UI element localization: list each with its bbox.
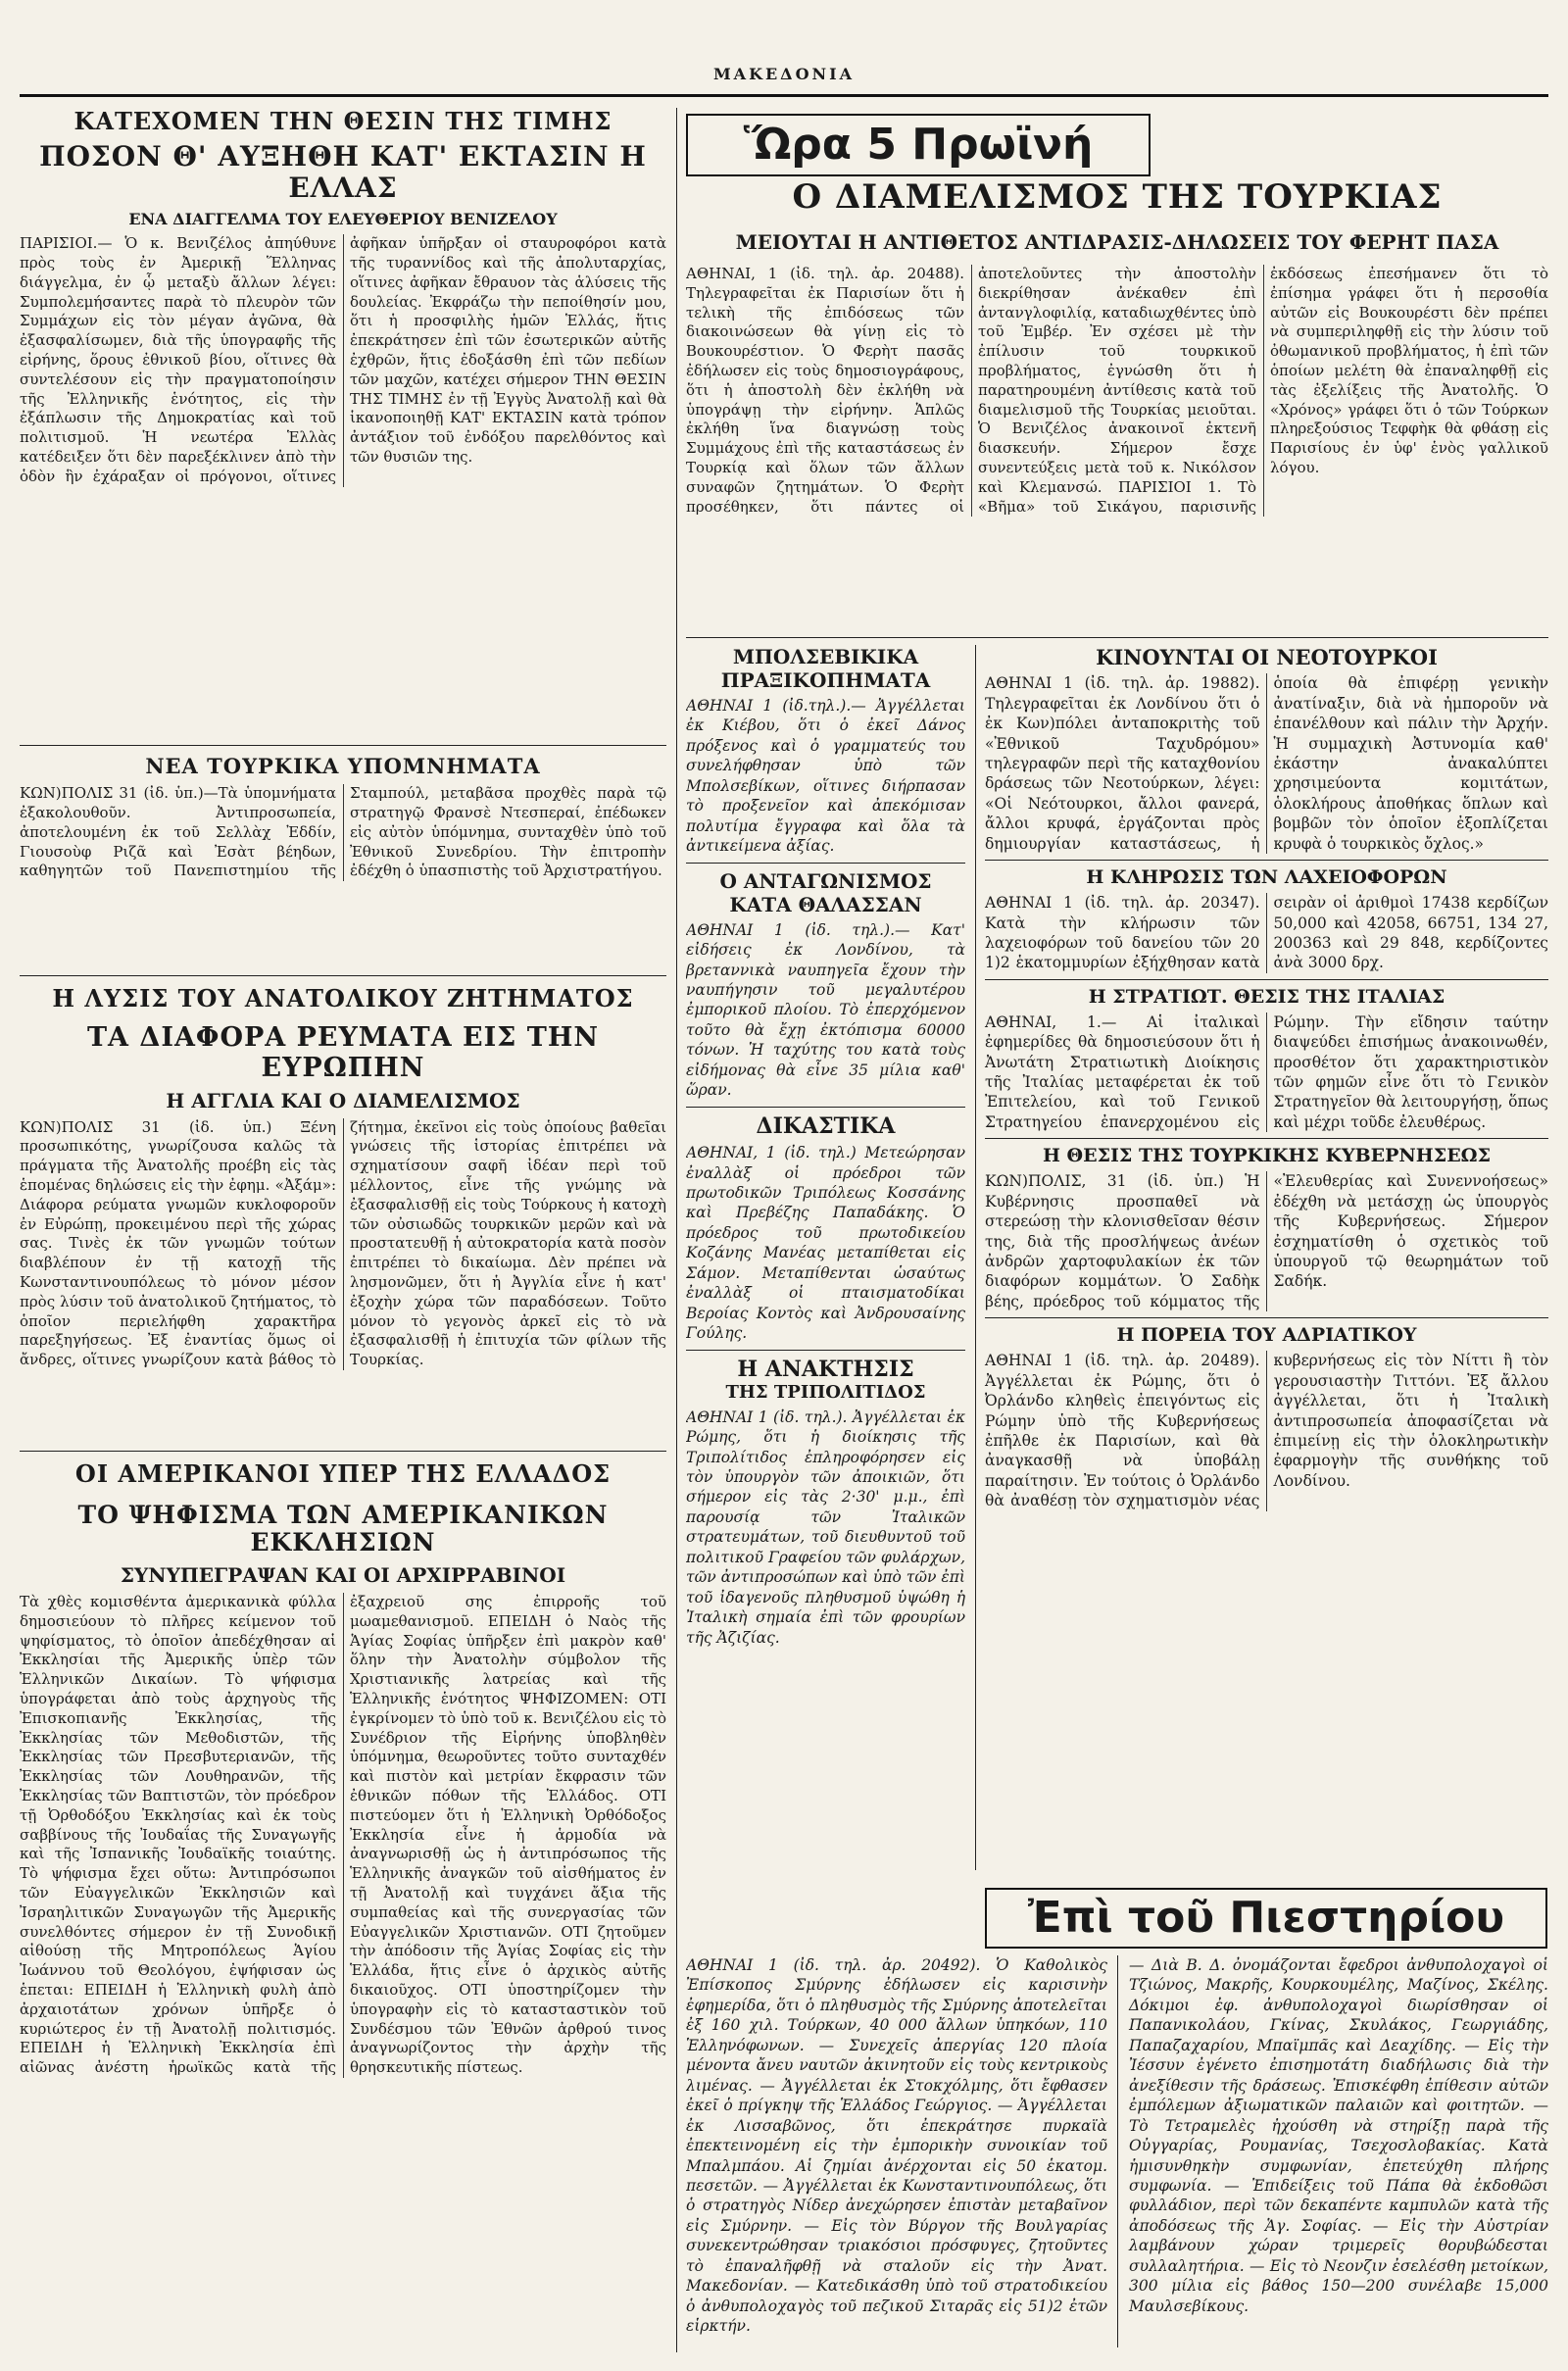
left-column <box>20 108 666 2352</box>
lottery-headline: Η ΚΛΗΡΩΣΙΣ ΤΩΝ ΛΑΧΕΙΟΦΟΡΩΝ <box>1086 866 1447 889</box>
resolution-headline: ΤΟ ΨΗΦΙΣΜΑ ΤΩΝ ΑΜΕΡΙΚΑΝΙΚΩΝ ΕΚΚΛΗΣΙΩΝ <box>77 1500 609 1557</box>
rivalry-text: ΑΘΗΝΑΙ 1 (ἰδ. τηλ.).— Κατ' εἰδήσεις ἐκ Λονδίνου, τὰ βρεταννικὰ ναυπηγεῖα ἔχουν τὴν ναυπήγησιν τοῦ μεγαλυτέρου ἐμπορικοῦ πλοίου. Τὸ ἐπερχόμενον τοῦτο θὰ ἔχῃ ἐκτόπισμα 60000 τόνων. Ἡ ταχύτης του κατὰ τοὺς εἰδήμονας θὰ εἶνε 35 μίλια καθ' ὥραν. <box>686 920 965 1100</box>
masthead <box>0 0 1568 108</box>
judicial-headline: ΔΙΚΑΣΤΙΚΑ <box>756 1112 896 1139</box>
press-text-left: ΑΘΗΝΑΙ 1 (ἰδ. τηλ. ἀρ. 20492). Ὁ Καθολικὸς Ἐπίσκοπος Σμύρνης ἐδήλωσεν εἰς καρισινὴν ἐφημερίδα, ὅτι ὁ πληθυσμὸς τῆς Σμύρνης ἀποτελεῖται ἐξ 160 χιλ. Τούρκων, 40 000 ἄλλων ὑπηκόων, 110 Ἑλληνόφωνων. — Συνεχεῖς ἀπεργίας 120 πλοία μένοντα ἄνευ ναυτῶν ἀκινητοῦν εἰς τοὺς κεντρικοὺς λιμένας. — Ἀγγέλλεται ἐκ Στοκχόλμης, ὅτι ἔφθασεν ἐκεῖ ὁ πρίγκηψ τῆς Ἑλλάδος Γεώργιος. — Ἀγγέλλεται ἐκ Λισσαβῶνος, ὅτι ἐπεκράτησε πυρκαϊὰ ἐπεκτεινομένη εἰς τὴν ἐμπορικὴν συνοικίαν τοῦ Μπαλμπάου. Αἱ ζημίαι ἀνέρχονται εἰς 50 ἑκατομ. πεσετῶν. — Ἀγγέλλεται ἐκ Κωνσταντινουπόλεως, ὅτι ὁ στρατηγὸς Νίδερ ἀνεχώρησεν ἐπιστὰν μεταβαῖνον εἰς Σμύρνην. — Εἰς τὸν Βύργον τῆς Βουλγαρίας συνεκεντρώθησαν τριακόσιοι πρόσφυγες, ζητοῦντες τὸ ἐπαναλῆφθῇ νὰ σταλοῦν εἰς τὴν Ἀνατ. Μακεδονίαν. — Κατεδικάσθη ὑπὸ τοῦ στρατοδικείου ὁ ἀνθυπολοχαγὸς τοῦ πεζικοῦ Σιταρᾶς εἰς 51)2 ἐτῶν εἱρκτήν. <box>686 1956 1107 2336</box>
sub-column-b <box>985 645 1548 1515</box>
americans-text: Τὰ χθὲς κομισθέντα ἀμερικανικὰ φύλλα δημοσιεύουν τὸ πλῆρες κείμενον τοῦ ψηφίσματος, τὸ ὁποῖον ἀπεδέχθησαν αἱ Ἐκκλησίαι τῆς Ἀμερικῆς ὑπὲρ τῶν Ἑλληνικῶν Δικαίων. Τὸ ψήφισμα ὑπογράφεται ἀπὸ τοὺς ἀρχηγοὺς τῆς Ἐπισκοπιανῆς Ἐκκλησίας, τῆς Ἐκκλησίας τῶν Μεθοδιστῶν, τῆς Ἐκκλησίας τῶν Πρεσβυτεριανῶν, τῆς Ἐκκλησίας τῶν Λουθηρανῶν, τῆς Ἐκκλησίας τῶν Βαπτιστῶν, τὸν πρόεδρον τῇ Ὀρθοδόξου Ἐκκλησίας καὶ ἐκ τοὺς σαββίνους τῆς Ἰουδαΐας τῆς Συναγωγῆς καὶ τῆς Ἰσπανικῆς Ἰουδαϊκῆς τοιαύτης. Τὸ ψήφισμα ἔχει οὕτω: Ἀντιπρόσωποι τῶν Εὐαγγελικῶν Ἐκκλησιῶν καὶ Ἰσραηλιτικῶν Συναγωγῶν τῆς Ἀμερικῆς συνελθόντες σήμερον ἐν τῇ Συνοδικῇ αἰθούσῃ τῆς Μητροπόλεως Ἁγίου Ἰωάννου τοῦ Θεολόγου, ἐψήφισαν ὡς ἑπεται: ΕΠΕΙΔΗ ἡ Ἑλληνικὴ φυλὴ ἀπὸ ἀρχαιοτάτων χρόνων ὑπῆρξε ὁ κυριώτερος ἐν τῇ Ἀνατολῇ πολιτισμός. ΕΠΕΙΔΗ ἡ Ἑλληνικὴ Ἐκκλησία ἐπὶ αἰῶνας ἀνέστη ἡρωϊκῶς κατὰ τῆς ἐξαχρειοῦ σης ἐπιρροῆς τοῦ μωαμεθανισμοῦ. ΕΠΕΙΔΗ ὁ Ναὸς τῆς Ἁγίας Σοφίας ὑπῆρξεν ἐπὶ μακρὸν καθ' ὅλην τὴν Ἀνατολὴν σύμβολον τῆς Χριστιανικῆς λατρείας καὶ τῆς Ἑλληνικῆς ἑνότητος ΨΗΦΙΖΟΜΕΝ: ΟΤΙ ἐγκρίνομεν τὸ ὑπὸ τοῦ κ. Βενιζέλου εἰς τὸ Συνέδριον τῆς Εἰρήνης ὑποβληθὲν ὑπόμνημα, θεωροῦντες τοῦτο συνταχθέν καὶ πιστὸν καὶ μετρίαν ἔκφρασιν τῶν ἐθνικῶν πόθων τῆς Ἑλλάδος. ΟΤΙ πιστεύομεν ὅτι ἡ Ἑλληνικὴ Ὀρθόδοξος Ἐκκλησία εἶνε ἡ ἁρμοδία νὰ ἀναγνωρισθῇ ὡς ἡ ἀντιπρόσωπος τῆς Ἑλληνικῆς ἀναγκῶν τοῦ αἰσθήματος ἐν τῇ Ἀνατολῇ καὶ τυγχάνει ἄξια τῆς συμπαθείας καὶ τῆς συνεργασίας τῶν Εὐαγγελικῶν Χριστιανῶν. ΟΤΙ ζητοῦμεν τὴν ἀπόδοσιν τῆς Ἁγίας Σοφίας εἰς τὴν Ἑλλάδα, ἥτις εἶνε ὁ ἀρχικὸς αὐτῆς δικαιοῦχος. ΟΤΙ ὑποστηρίζομεν τὴν ὑπογραφὴν εἰς τὸ κατασταστικὸν τοῦ Συνδέσμου τῶν Ἐθνῶν ἀρθρού τινος ἀναγνωρίζοντος τὴν ἀρχὴν τῆς θρησκευτικῆς πίστεως. <box>20 1593 666 2077</box>
americans-headline: ΟΙ ΑΜΕΡΙΚΑΝΟΙ ΥΠΕΡ ΤΗΣ ΕΛΛΑΔΟΣ <box>74 1459 612 1488</box>
turkish-govt-text: ΚΩΝ)ΠΟΛΙΣ, 31 (ἰδ. ὑπ.) Ἡ Κυβέρνησις προσπαθεῖ νὰ στερεώσῃ τὴν κλονισθεῖσαν θέσιν της, διὰ τῆς προσλήψεως ἀνέων ἀνδρῶν χαρτοφυλακίων ἐκ τῶν διαφόρων κομμάτων. Ὁ Σαδὴκ βέης, πρόεδρος τοῦ κόμματος τῆς «Ἐλευθερίας καὶ Συνεννοήσεως» ἐδέχθη νὰ μετάσχῃ ὡς ὑπουργὸς τῆς Κυβερνήσεως. Σήμερον ἐσχηματίσθη ὁ σχετικὸς τοῦ ὑπουργοῦ τῷ θεωρημάτων τοῦ Σαδήκ. <box>985 1172 1548 1310</box>
right-section <box>686 108 1548 2352</box>
turkish-memo-headline: ΝΕΑ ΤΟΥΡΚΙΚΑ ΥΠΟΜΝΗΜΑΤΑ <box>145 754 541 778</box>
turkish-memo-text: ΚΩΝ)ΠΟΛΙΣ 31 (ἰδ. ὑπ.)—Τὰ ὑπομνήματα ἐξακολουθοῦν. Ἀντιπροσωπεία, ἀποτελουμένη ἐκ τοῦ Σελλὰχ Ἐδδίν, Γιουσοὺφ Ριζᾶ καὶ Ἐσὰτ βέηδων, καθηγητῶν τοῦ Πανεπιστημίου τῆς Σταμπούλ, μεταβᾶσα προχθὲς παρὰ τῷ στρατηγῷ Φρανσὲ Ντεσπεραί, ἐπέδωκεν εἰς αὐτὸν ὑπόμνημα, συνταχθὲν ὑπὸ τοῦ Ἐθνικοῦ Συνεδρίου. Τὴν ἐπιτροπὴν ἐδέχθη ὁ ὑπασπιστὴς τοῦ Ἀρχιστρατήγου. <box>20 784 666 880</box>
center-text: ΑΘΗΝΑΙ, 1 (ἰδ. τηλ. ἀρ. 20488). Τηλεγραφεῖται ἐκ Παρισίων ὅτι ἡ τελικὴ τῆς ἐπιδόσεως τῶν διακοινώσεων θὰ γίνῃ εἰς τὸ Βουκουρέστιον. Ὁ Φερὴτ πασᾶς ἐδήλωσεν εἰς τοὺς δημοσιογράφους, ὅτι ἡ ἀποστολὴ δὲν ἐκλήθη νὰ ὑπογράψῃ τὴν εἰρήνην. Ἁπλῶς ἐκλήθη ἵνα διαγνώσῃ τοὺς Συμμάχους ἐπὶ τῆς καταστάσεως ἐν Τουρκίᾳ καὶ ὅλων τῶν ἄλλων συναφῶν ζητημάτων. Ὁ Φερὴτ προσέθηκεν, ὅτι πάντες οἱ ἀποτελοῦντες τὴν ἀποστολὴν διεκρίθησαν ἀνέκαθεν ἐπὶ ἀντανγλοφιλίᾳ, καταδιωχθέντες ὑπὸ τοῦ Ἐμβέρ. Ἐν σχέσει μὲ τὴν ἐπίλυσιν τοῦ τουρκικοῦ προβλήματος, ἐγνώσθη ὅτι ἡ παρατηρουμένη ἀντίθεσις κατὰ τοῦ διαμελισμοῦ τῆς Τουρκίας μειοῦται. Ὁ Βενιζέλος ἀνακοινοῖ ἐκτενῆ διασκευήν. Σήμερον ἔσχε συνεντεύξεις μετὰ τοῦ κ. Νικόλσον καὶ Κλεμανσώ. ΠΑΡΙΣΙΟΙ 1. Τὸ «Βῆμα» τοῦ Σικάγου, παρισινῆς ἐκδόσεως ἐπεσήμανεν ὅτι τὸ ἐπίσημα γράφει ὅτι ἡ περσοθία αὐτῶν εἰς Βουκουρέστι δὲν πρέπει νὰ συμπεριληφθῇ εἰς τὴν λύσιν τοῦ ὀθωμανικοῦ προβλήματος, ἡ ἐπὶ τῶν ὁποίων μελέτη θὰ ἐπαναληφθῇ εἰς τὰς ἐξελίξεις τῆς Ἀνατολῆς. Ὁ «Χρόνος» γράφει ὅτι ὁ τῶν Τούρκων πληρεξούσιος Τεφφὴκ θὰ φθάσῃ εἰς Παρισίους ἐν ὑφ' ἑνὸς γαλλικοῦ λόγου. <box>686 265 1548 516</box>
venizelos-article <box>20 108 666 487</box>
judicial-text: ΑΘΗΝΑΙ, 1 (ἰδ. τηλ.) Μετεώρησαν ἐναλλὰξ οἱ πρόεδροι τῶν πρωτοδικῶν Τριπόλεως Κοσσάνης καὶ Πρεβέζης Παπαδάκης. Ὁ πρόεδρος τοῦ πρωτοδικείου Κοζάνης Μανέας μεταπίθεται εἰς Σάμον. Μεταπίθενται ὡσαύτως ἐναλλὰξ οἱ πταισματοδίκαι Βεροίας Κοντὸς καὶ Ἀνδρουσαίνης Γούλης. <box>686 1144 965 1343</box>
eastern-question-text: ΚΩΝ)ΠΟΛΙΣ 31 (ἰδ. ὑπ.) Ξένη προσωπικότης, γνωρίζουσα καλῶς τὰ πράγματα τῆς Ἀνατολῆς προέβη εἰς τὰς ἑπομένας δηλώσεις εἰς τὴν ἐφημ. «Ἀξάμ»: Διάφορα ρεύματα γνωμῶν κυκλοφοροῦν ἐν Εὐρώπῃ, προκειμένου περὶ τῆς χώρας σας. Τινὲς ἐκ τῶν γνωμῶν τούτων διαβλέπουν ἐν τῇ κατοχῇ τῆς Κωνσταντινουπόλεως τὸ μόνον μέσον πρὸς λύσιν τοῦ ἀνατολικοῦ ζητήματος, τὸ ὁποῖον περιελήφθη χαρακτῆρα παρεξηγήσεως. Ἐξ ἐναντίας ὅμως οἱ ἄνδρες, οἵτινες γνωρίζουν κατὰ βάθος τὸ ζήτημα, ἐκεῖνοι εἰς τοὺς ὁποίους βαθεῖαι γνώσεις τῆς ἱστορίας ἐπιτρέπει νὰ σχηματίσουν σαφῆ ἰδέαν περὶ τοῦ μέλλοντος, εἶνε τῆς γνώμης νὰ ἐξασφαλισθῇ εἰς τοὺς Τούρκους ἡ κατοχὴ τῶν οὐσιωδῶς τουρκικῶν μερῶν καὶ νὰ προστατευθῇ ἡ αὐτοκρατορία κατὰ ποσὸν ἐπιτρέπει τὸ δικαίωμα. Δὲν πρέπει νὰ λησμονῶμεν, ὅτι ἡ Ἀγγλία εἶνε ἡ κατ' ἐξοχὴν χώρα τῶν παραδόσεων. Τοῦτο μόνον τὸ γεγονὸς ἀρκεῖ εἰς τὸ νὰ ἐξασφαλισθῇ ἡ ἐπιτυχία τῶν φίλων τῆς Τουρκίας. <box>20 1117 666 1369</box>
young-turks-text: ΑΘΗΝΑΙ 1 (ἰδ. τηλ. ἀρ. 19882). Τηλεγραφεῖται ἐκ Λονδίνου ὅτι ὁ ἐκ Κων)πόλει ἀνταποκριτὴς τοῦ «Ἐθνικοῦ Ταχυδρόμου» τηλεγραφῶν περὶ τῆς καταχθονίου δράσεως τῶν Νεοτούρκων, λέγει: «Οἱ Νεότουρκοι, ἄλλοι φανερά, ἄλλοι κρυφά, ἐργάζονται πρὸς δημιουργίαν καταστάσεως, ἡ ὁποία θὰ ἐπιφέρῃ γενικὴν ἀνατίναξιν, διὰ νὰ ἠμποροῦν νὰ ἐπανέλθουν καὶ πάλιν τὴν Ἀρχήν. Ἡ συμμαχικὴ Ἀστυνομία καθ' ἑκάστην ἀνακαλύπτει χρησιμεύοντα κομιτάτων, ὁλοκλήρους ἀποθήκας ὅπλων καὶ βομβῶν τὸν ὁποῖον ἐξοπλίζεται κρυφὰ ὁ τουρκικὸς ὄχλος.» <box>985 674 1548 853</box>
eastern-question-article <box>20 985 666 1374</box>
divider <box>20 1451 666 1452</box>
column-separator <box>676 108 677 2352</box>
adriatic-text: ΑΘΗΝΑΙ 1 (ἰδ. τηλ. ἀρ. 20489). Ἀγγέλλεται ἐκ Ρώμης, ὅτι ὁ Ὀρλάνδο κληθεὶς ἐπειγόντως εἰς Ρώμην ὑπὸ τῆς Κυβερνήσεως ἐπῆλθε ἐκ Παρισίων, καὶ θὰ ἀναγκασθῇ νὰ ὑποβάλῃ παραίτησιν. Ἐν τούτοις ὁ Ὀρλάνδο θὰ ἀναθέσῃ τὸν σχηματισμὸν νέας κυβερνήσεως εἰς τὸν Νίττι ἢ τὸν γερουσιαστὴν Τιττόνι. Ἐξ ἄλλου ἀγγέλλεται, ὅτι ἡ Ἰταλικὴ ἀντιπροσωπεία ἀποφασίζεται νὰ ἐπιμείνῃ εἰς τὴν ὁλοκληρωτικὴν ἐφαρμογὴν τῆς συνθήκης τοῦ Λονδίνου. <box>985 1352 1548 1510</box>
bolshevik-headline: ΜΠΟΛΣΕΒΙΚΙΚΑ ΠΡΑΞΙΚΟΠΗΜΑΤΑ <box>720 645 931 692</box>
adriatic-headline: Η ΠΟΡΕΙΑ ΤΟΥ ΑΔΡΙΑΤΙΚΟΥ <box>1116 1324 1417 1347</box>
press-text-right: — Διὰ Β. Δ. ὀνομάζονται ἔφεδροι ἀνθυπολοχαγοὶ οἱ Τζιώνος, Μακρῆς, Κουρκουμέλης, Μαζίνος, Σκέλης. Δόκιμοι ἐφ. ἀνθυπολοχαγοὶ διωρίσθησαν οἱ Παπανικολάου, Γκίνας, Σκυλάκος, Γεωργιάδης, Παπαζαχαρίου, Μπαϊμπᾶς καὶ Δεαχίδης. — Εἰς τὴν Ἰέσσυν ἐγένετο ἐπισημοτάτη διαδήλωσις διὰ τὴν ἀνεξίθεσιν τῆς δράσεως. Ἐπισκέφθη ἐπίθεσιν αὐτῶν ἐμπόλεμων ἀξιωματικῶν παλαιῶν καὶ φοιτητῶν. — Τὸ Τετραμελὲς ἠχούσθη νὰ στηρίξῃ παρὰ τῆς Οὐγγαρίας, Ρουμανίας, Τσεχοσλοβακίας. Κατὰ ἡμισυνθηκὴν συμφωνίαν, ἐπετεύχθη πλήρης συμφωνία. — Ἐπιδείξεις τοῦ Πάπα θὰ ἐκδοθῶσι φυλλάδιον, περὶ τῶν δεκαπέντε καμπυλῶν κατὰ τῆς ἀποδόσεως τῆς Ἁγ. Σοφίας. — Εἰς τὴν Αὐστρίαν λαμβάνουν χώραν τριμερεῖς θορυβώδεσται συλλαλητήρια. — Εἰς τὸ Νεονζιν ἐσελέσθη μετοίκων, 300 μίλια εἰς βάθος 150—200 συνέλαβε 15,000 Μαυλσεβίκους. <box>1129 1956 1548 2315</box>
rivalry-headline: Ο ΑΝΤΑΓΩΝΙΣΜΟΣ <box>719 868 932 893</box>
center-headline: Ο ΔΙΑΜΕΛΙΣΜΟΣ ΤΗΣ ΤΟΥΡΚΙΑΣ <box>792 177 1443 217</box>
sub-column-a <box>686 645 965 1652</box>
americans-article <box>20 1460 666 2082</box>
divider <box>20 975 666 976</box>
lottery-text: ΑΘΗΝΑΙ 1 (ἰδ. τηλ. ἀρ. 20347). Κατὰ τὴν κλήρωσιν τῶν λαχειοφόρων τοῦ δανείου τῶν 20 1)2 ἑκατομμυρίων ἐξήχθησαν κατὰ σειρὰν οἱ ἀριθμοὶ 17438 κερδίζων 50,000 καὶ 42058, 66751, 134 27, 200363 καὶ 29 848, κερδίζοντες ἀνὰ 3000 δρχ. <box>985 894 1548 972</box>
hour-banner: Ὥρα 5 Πρωϊνή <box>686 114 1151 176</box>
newspaper-title: ΜΑΚΕΔΟΝΙΑ <box>712 65 856 83</box>
bolshevik-text: ΑΘΗΝΑΙ 1 (ἰδ.τηλ.).— Ἀγγέλλεται ἐκ Κιέβου, ὅτι ὁ ἐκεῖ Δάνος πρόξενος καὶ ὁ γραμματεύς του συνελήφθησαν ὑπὸ τῶν Μπολσεβίκων, οἵτινες διήρπασαν τὸ προξενεῖον καὶ ἀπεκόμισαν πολυτίμα ἔγγραφα καὶ ὅλα τὰ ἀντικείμενα ἀξίας. <box>686 697 965 856</box>
recovery-text: ΑΘΗΝΑΙ 1 (ἰδ. τηλ.). Ἀγγέλλεται ἐκ Ρώμης, ὅτι ἡ διοίκησις τῆς Τριπολίτιδος ἐπληροφόρησεν εἰς τὸν ὑπουργὸν τῶν ἀποικιῶν, ὅτι σήμερον εἰς τὰς 2·30' μ.μ., ἐπὶ παρουσίᾳ τῶν Ἰταλικῶν στρατευμάτων, τοῦ διευθυντοῦ τοῦ πολιτικοῦ Γραφείου τῶν φυλάρχων, τῶν ἀντιπροσώπων καὶ ὑπὸ τῶν ἐπὶ τοῦ ἰδαγενοῦς πληθυσμοῦ ὑψώθη ἡ Ἰταλικὴ σημαία ἐπὶ τῶν φρουρίων τῆς Ἀζιζίας. <box>686 1408 965 1647</box>
divider <box>686 637 1548 638</box>
left-headline-3: ΕΝΑ ΔΙΑΓΓΕΛΜΑ ΤΟΥ ΕΛΕΥΘΕΡΙΟΥ ΒΕΝΙΖΕΛΟΥ <box>128 209 558 228</box>
divider <box>20 745 666 746</box>
england-headline: Η ΑΓΓΛΙΑ ΚΑΙ Ο ΔΙΑΜΕΛΙΣΜΟΣ <box>166 1088 520 1112</box>
rivalry-subheadline: ΚΑΤΑ ΘΑΛΑΣΣΑΝ <box>729 892 922 916</box>
italy-headline: Η ΣΤΡΑΤΙΩΤ. ΘΕΣΙΣ ΤΗΣ ΙΤΑΛΙΑΣ <box>1088 985 1446 1008</box>
eastern-question-headline: Η ΛΥΣΙΣ ΤΟΥ ΑΝΑΤΟΛΙΚΟΥ ΖΗΤΗΜΑΤΟΣ <box>52 984 634 1013</box>
venizelos-text: ΠΑΡΙΣΙΟΙ.— Ὁ κ. Βενιζέλος ἀπηύθυνε πρὸς τοὺς ἐν Ἀμερικῇ Ἕλληνας διάγγελμα, ἐν ᾧ μεταξὺ ἄλλων λέγει: Συμπολεμήσαντες παρὰ τὸ πλευρὸν τῶν Συμμάχων εἰς τὸν μέγαν ἀγῶνα, θὰ ἐξασφαλίσωμεν, διὰ τῆς ὑπογραφῆς τῆς εἰρήνης, ὅρους ἐθνικοῦ βίου, οἵτινες θὰ συντελέσουν εἰς τὴν πραγματοποίησιν τῆς Ἑλληνικῆς ἑνότητος, εἰς τὴν ἐξάπλωσιν τῆς Δημοκρατίας καὶ τοῦ πολιτισμοῦ. Ἡ νεωτέρα Ἑλλὰς κατέδειξεν ὅτι δὲν παρεξέκλινεν ἀπὸ τὴν ὁδὸν ἣν ἐχάραξαν οἱ πρόγονοι, οἵτινες ἀφῆκαν ὑπῆρξαν οἱ σταυροφόροι κατὰ τῆς τυραννίδος καὶ τῆς ἀπολυταρχίας, οἵτινες ἀφῆκαν ἔθραυον τὰς ἁλύσεις τῆς δουλείας. Ἐκφράζω τὴν πεποίθησίν μου, ὅτι ἡ προσφιλὴς ἡμῶν Ἑλλάς, ἥτις ἐπεκράτησεν ἐπὶ τῶν ἐσωτερικῶν αὐτῆς ἐχθρῶν, ἥτις ἐδοξάσθη ἐπὶ τῶν πεδίων τῶν μαχῶν, κατέχει σήμερον ΤΗΝ ΘΕΣΙΝ ΤΗΣ ΤΙΜΗΣ ἐν τῇ Ἐγγὺς Ἀνατολῇ καὶ θὰ ἱκανοποιηθῇ ΚΑΤ' ΕΚΤΑΣΙΝ κατὰ τρόπον ἀντάξιον τοῦ ἐνδόξου παρελθόντος καὶ τῶν θυσιῶν της. <box>20 234 666 485</box>
left-headline-1: ΚΑΤΕΧΟΜΕΝ ΤΗΝ ΘΕΣΙΝ ΤΗΣ ΤΙΜΗΣ <box>74 108 612 135</box>
top-rule <box>20 94 1548 97</box>
press-banner: Ἐπὶ τοῦ Πιεστηρίου <box>985 1888 1547 1949</box>
center-subheadline: ΜΕΙΟΥΤΑΙ Η ΑΝΤΙΘΕΤΟΣ ΑΝΤΙΔΡΑΣΙΣ-ΔΗΛΩΣΕΙΣ ΤΟΥ ΦΕΡΗΤ ΠΑΣΑ <box>735 230 1499 254</box>
column-separator <box>1117 1955 1118 2347</box>
recovery-headline: Η ΑΝΑΚΤΗΣΙΣ <box>737 1356 914 1382</box>
turkish-memo-article <box>20 755 666 885</box>
italy-text: ΑΘΗΝΑΙ, 1.— Αἱ ἰταλικαὶ ἐφημερίδες θὰ δημοσιεύσουν ὅτι ἡ Ἀνωτάτη Στρατιωτικὴ Διοίκησις τῆς Ἰταλίας μεταφέρεται ἐκ τοῦ Ἐπιτελείου, καὶ τοῦ Γενικοῦ Στρατηγείου ἐπανερχομένου εἰς Ρώμην. Τὴν εἴδησιν ταύτην διαψεύδει ἐπισήμως ἀνακοινωθέν, προσθέτον ὅτι χαρακτηριστικὸν τῶν φημῶν εἶνε ὅτι τὸ Γενικὸν Στρατηγεῖον θὰ λειτουργήσῃ, ὅπως καὶ μέχρι τοῦδε ἐλευθέρως. <box>985 1013 1548 1131</box>
young-turks-headline: ΚΙΝΟΥΝΤΑΙ ΟΙ ΝΕΟΤΟΥΡΚΟΙ <box>1096 645 1438 669</box>
turkish-govt-headline: Η ΘΕΣΙΣ ΤΗΣ ΤΟΥΡΚΙΚΗΣ ΚΥΒΕΡΝΗΣΕΩΣ <box>1042 1145 1492 1167</box>
left-headline-2: ΠΟΣΟΝ Θ' ΑΥΞΗΘΗ ΚΑΤ' ΕΚΤΑΣΙΝ Η ΕΛΛΑΣ <box>39 139 647 204</box>
column-separator <box>975 645 976 1870</box>
recovery-subheadline: ΤΗΣ ΤΡΙΠΟΛΙΤΙΔΟΣ <box>725 1382 926 1404</box>
currents-headline: ΤΑ ΔΙΑΦΟΡΑ ΡΕΥΜΑΤΑ ΕΙΣ ΤΗΝ ΕΥΡΩΠΗΝ <box>86 1021 600 1083</box>
rabbis-headline: ΣΥΝΥΠΕΓΡΑΨΑΝ ΚΑΙ ΟΙ ΑΡΧΙΡΡΑΒΙΝΟΙ <box>120 1563 566 1588</box>
